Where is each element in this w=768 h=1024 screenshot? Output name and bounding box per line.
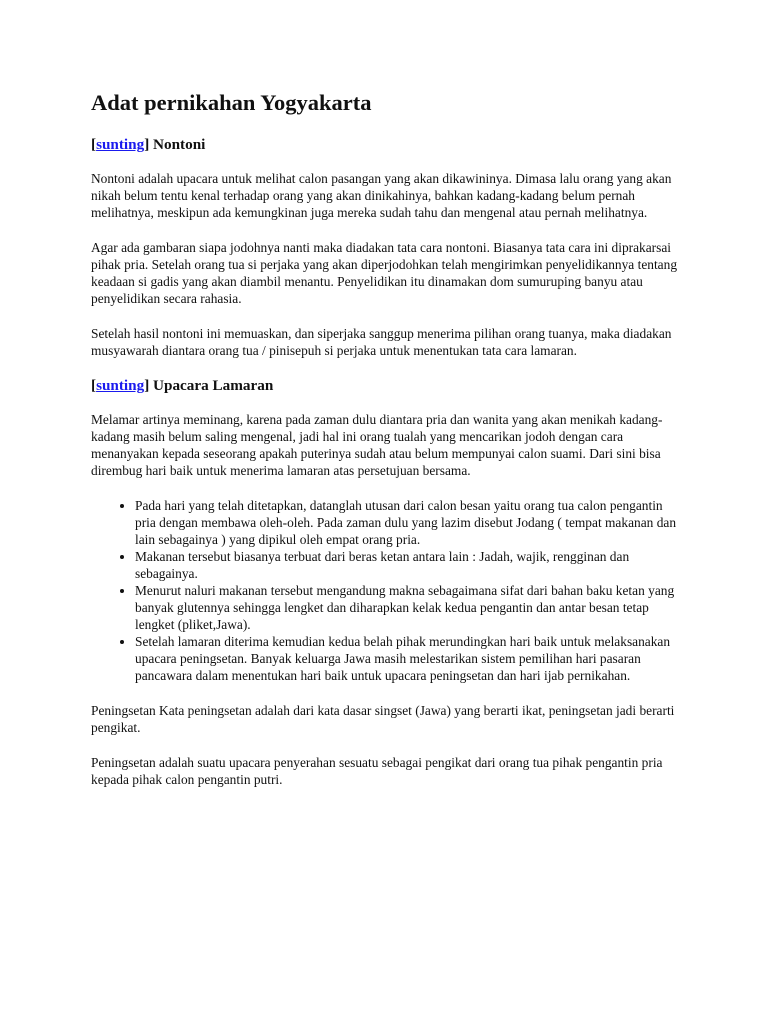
document-page xyxy=(91,88,683,806)
edit-link-lamaran[interactable]: sunting xyxy=(96,377,145,394)
list-item: • Pada hari yang telah ditetapkan, datanglah utusan dari calon besan yaitu orang tua calon pengantin pria dengan membawa oleh-oleh. Pada zaman dulu yang lazim disebut Jodang ( tempat makanan dan lain sebagainya ) yang dipikul oleh empat orang pria. xyxy=(135,497,683,548)
section-heading-lamaran: [sunting] Upacara Lamaran xyxy=(91,377,274,394)
paragraph: Melamar artinya meminang, karena pada zaman dulu diantara pria dan wanita yang akan menikah kadang-kadang masih belum saling mengenal, jadi hal ini orang tualah yang mencarikan jodoh dengan cara menanyakan kepada seseorang apakah puterinya sudah atau belum mempunyai calon suami. Dari sini bisa dirembug hari baik untuk menerima lamaran atas persetujuan bersama. xyxy=(91,412,663,478)
paragraph: Peningsetan adalah suatu upacara penyerahan sesuatu sebagai pengikat dari orang tua pihak pengantin pria kepada pihak calon pengantin putri. xyxy=(91,755,663,787)
paragraph: Peningsetan Kata peningsetan adalah dari kata dasar singset (Jawa) yang berarti ikat, peningsetan jadi berarti pengikat. xyxy=(91,703,675,735)
list-item: • Setelah lamaran diterima kemudian kedua belah pihak merundingkan hari baik untuk melaksanakan upacara peningsetan. Banyak keluarga Jawa masih melestarikan sistem pemilihan hari pasaran pancawara dalam menentukan hari baik untuk upacara peningsetan dan hari ijab pernikahan. xyxy=(135,633,683,684)
section-heading-nontoni: [sunting] Nontoni xyxy=(91,136,206,153)
paragraph: Nontoni adalah upacara untuk melihat calon pasangan yang akan dikawininya. Dimasa lalu orang yang akan nikah belum tentu kenal terhadap orang yang akan dinikahinya, bahkan kadang-kadang belum pernah melihatnya, meskipun ada kemungkinan juga mereka sudah tahu dan mengenal atau pernah melihatnya. xyxy=(91,171,672,220)
paragraph: Setelah hasil nontoni ini memuaskan, dan siperjaka sanggup menerima pilihan orang tuanya, maka diadakan musyawarah diantara orang tua / pinisepuh si perjaka untuk menentukan tata cara lamaran. xyxy=(91,326,672,358)
list-item: • Menurut naluri makanan tersebut mengandung makna sebagaimana sifat dari bahan baku ketan yang banyak glutennya sehingga lengket dan diharapkan kelak kedua pengantin dan antar besan tetap lengket (pliket,Jawa). xyxy=(135,582,683,633)
page-title: Adat pernikahan Yogyakarta xyxy=(91,90,372,115)
section-title-lamaran: Upacara Lamaran xyxy=(153,377,274,394)
paragraph: Agar ada gambaran siapa jodohnya nanti maka diadakan tata cara nontoni. Biasanya tata cara ini diprakarsai pihak pria. Setelah orang tua si perjaka yang akan diperjodohkan telah mengirimkan penyelidikannya tentang keadaan si gadis yang akan diambil menantu. Penyelidikan itu dinamakan dom sumuruping banyu atau penyelidikan secara rahasia. xyxy=(91,240,678,306)
edit-link-nontoni[interactable]: sunting xyxy=(96,136,145,153)
section-title-nontoni: Nontoni xyxy=(153,136,206,153)
bullet-list xyxy=(91,497,683,684)
list-item: • Makanan tersebut biasanya terbuat dari beras ketan antara lain : Jadah, wajik, rengginan dan sebagainya. xyxy=(135,548,683,582)
